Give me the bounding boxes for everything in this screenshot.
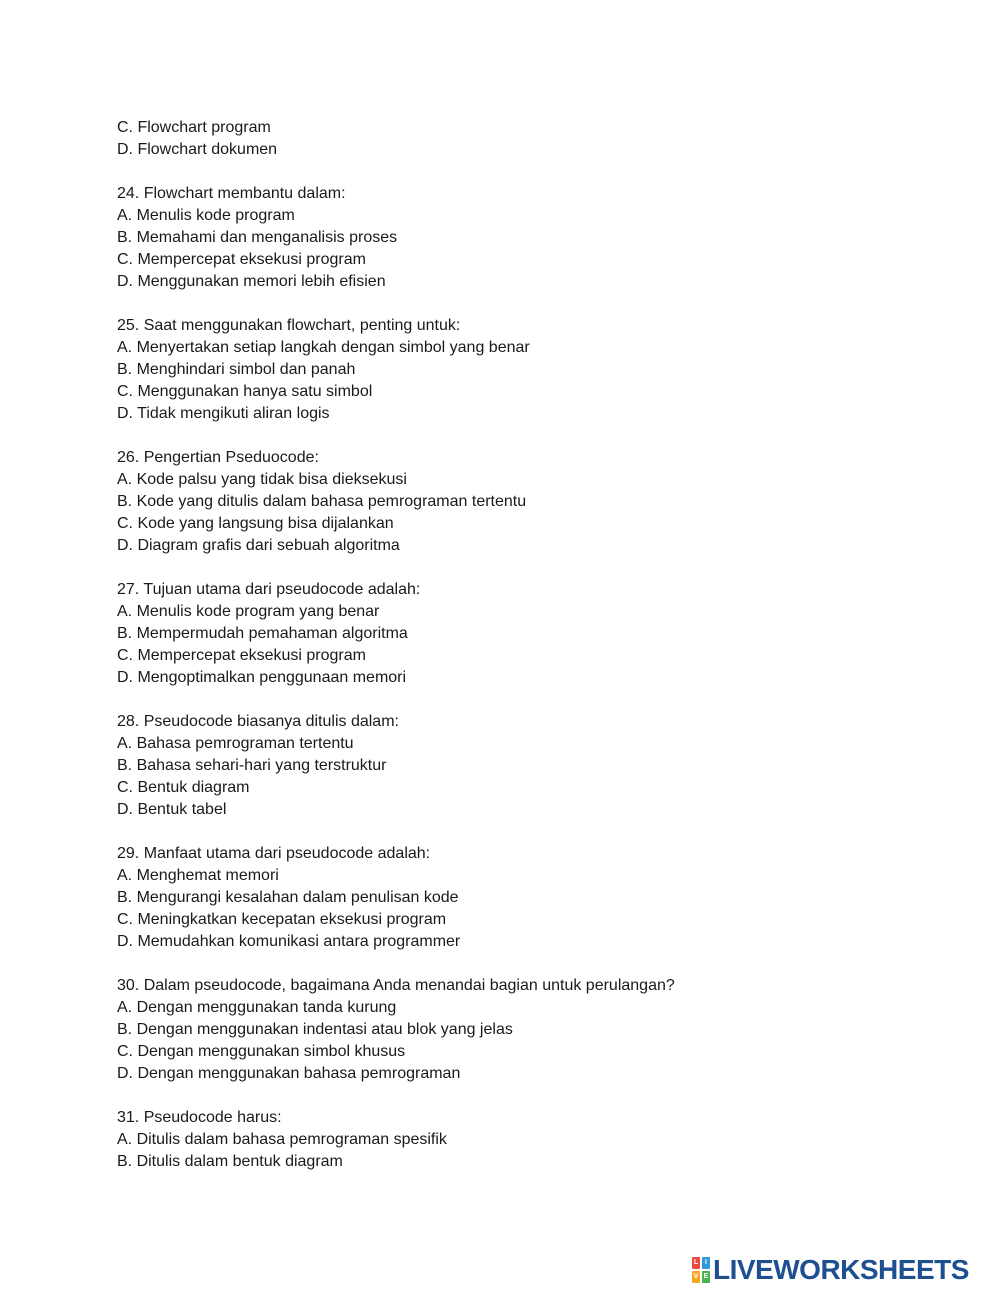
option-line: C. Kode yang langsung bisa dijalankan xyxy=(117,515,394,532)
option-line: A. Kode palsu yang tidak bisa dieksekusi xyxy=(117,471,407,488)
option-line: C. Mempercepat eksekusi program xyxy=(117,647,366,664)
option-line: C. Meningkatkan kecepatan eksekusi program xyxy=(117,911,447,928)
option-line: D. Memudahkan komunikasi antara programmer xyxy=(117,933,461,950)
option-line: D. Tidak mengikuti aliran logis xyxy=(117,405,330,422)
question-29 xyxy=(117,843,897,953)
logo-mark-icon xyxy=(692,1257,710,1283)
option-line: A. Menyertakan setiap langkah dengan simbol yang benar xyxy=(117,339,530,356)
question-continuation xyxy=(117,117,897,161)
option-line: C. Bentuk diagram xyxy=(117,779,250,796)
liveworksheets-logo xyxy=(692,1255,969,1285)
question-30 xyxy=(117,975,897,1085)
worksheet-page xyxy=(117,117,897,1195)
question-26 xyxy=(117,447,897,557)
logo-mark-tile: L xyxy=(692,1257,700,1269)
logo-mark-tile: E xyxy=(702,1271,710,1283)
option-line: B. Kode yang ditulis dalam bahasa pemrograman tertentu xyxy=(117,493,527,510)
option-line: A. Dengan menggunakan tanda kurung xyxy=(117,999,397,1016)
question-text: 25. Saat menggunakan flowchart, penting untuk: xyxy=(117,317,461,334)
question-text: 30. Dalam pseudocode, bagaimana Anda menandai bagian untuk perulangan? xyxy=(117,977,675,994)
option-line: B. Mengurangi kesalahan dalam penulisan kode xyxy=(117,889,459,906)
question-25 xyxy=(117,315,897,425)
option-line: C. Mempercepat eksekusi program xyxy=(117,251,366,268)
question-31 xyxy=(117,1107,897,1173)
option-line: B. Memahami dan menganalisis proses xyxy=(117,229,398,246)
logo-text: LIVEWORKSHEETS xyxy=(713,1254,969,1285)
option-line: B. Bahasa sehari-hari yang terstruktur xyxy=(117,757,387,774)
option-line: C. Flowchart program xyxy=(117,119,271,136)
option-line: D. Bentuk tabel xyxy=(117,801,227,818)
option-line: B. Ditulis dalam bentuk diagram xyxy=(117,1153,343,1170)
logo-mark-tile: V xyxy=(692,1271,700,1283)
option-line: D. Mengoptimalkan penggunaan memori xyxy=(117,669,407,686)
question-24 xyxy=(117,183,897,293)
question-text: 24. Flowchart membantu dalam: xyxy=(117,185,346,202)
option-line: A. Menulis kode program xyxy=(117,207,295,224)
option-line: B. Menghindari simbol dan panah xyxy=(117,361,356,378)
option-line: D. Menggunakan memori lebih efisien xyxy=(117,273,386,290)
question-27 xyxy=(117,579,897,689)
option-line: A. Ditulis dalam bahasa pemrograman spesifik xyxy=(117,1131,447,1148)
question-text: 31. Pseudocode harus: xyxy=(117,1109,282,1126)
option-line: A. Bahasa pemrograman tertentu xyxy=(117,735,354,752)
option-line: C. Menggunakan hanya satu simbol xyxy=(117,383,373,400)
option-line: A. Menghemat memori xyxy=(117,867,279,884)
option-line: D. Dengan menggunakan bahasa pemrograman xyxy=(117,1065,461,1082)
option-line: B. Mempermudah pemahaman algoritma xyxy=(117,625,408,642)
option-line: B. Dengan menggunakan indentasi atau blok yang jelas xyxy=(117,1021,513,1038)
question-text: 29. Manfaat utama dari pseudocode adalah: xyxy=(117,845,431,862)
logo-mark-tile: I xyxy=(702,1257,710,1269)
question-text: 28. Pseudocode biasanya ditulis dalam: xyxy=(117,713,399,730)
option-line: D. Diagram grafis dari sebuah algoritma xyxy=(117,537,400,554)
option-line: D. Flowchart dokumen xyxy=(117,141,278,158)
question-text: 27. Tujuan utama dari pseudocode adalah: xyxy=(117,581,421,598)
question-28 xyxy=(117,711,897,821)
option-line: C. Dengan menggunakan simbol khusus xyxy=(117,1043,406,1060)
option-line: A. Menulis kode program yang benar xyxy=(117,603,380,620)
question-text: 26. Pengertian Pseduocode: xyxy=(117,449,319,466)
